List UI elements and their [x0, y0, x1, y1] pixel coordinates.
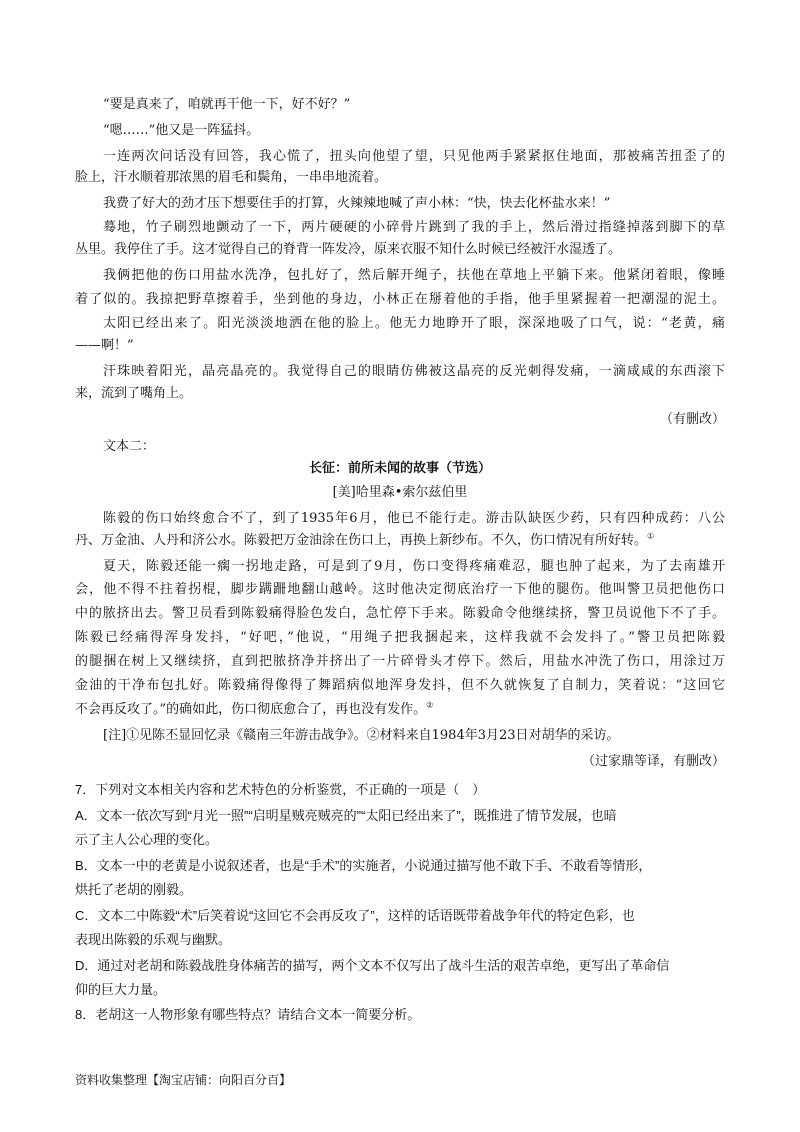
text2-sentence: 丹、万金油、人丹和济公水。陈毅把万金油涂在伤口上，再换上新纱布。不久，伤口情况有所好转。 [75, 533, 648, 548]
text1-paragraph-cont: 来，流到了嘴角上。 [75, 386, 193, 401]
text1-revision-note: （有删改） [659, 412, 725, 427]
text2-paragraph-cont [75, 700, 725, 720]
text1-paragraph-cont: 丛里。我停住了手。这才觉得自己的脊背一阵发冷，原来衣服不知什么时候已经被汗水湿透了。 [75, 242, 622, 257]
text2-author: [美]哈里森•索尔兹伯里 [332, 485, 468, 500]
text2-paragraph-cont: 金油的干净布包扎好。陈毅痛得像得了舞蹈病似地浑身发抖，但不久就恢复了自制力，笑着说：“这回它 [75, 678, 725, 693]
text2-sentence: 不会再反攻了。”的确如此，伤口彻底愈合了，再也没有发作。 [75, 702, 427, 717]
text1-paragraph-cont: 着了似的。我掠把野草擦着手，坐到他的身边，小林正在掰着他的手指，他手里紧握着一把潮湿的泥土。 [75, 292, 725, 307]
text1-paragraph: 我俩把他的伤口用盐水洗净，包扎好了，然后解开绳子，扶他在草地上平躺下来。他紧闭着眼，像睡 [103, 268, 725, 283]
text2-paragraph-cont [75, 531, 725, 551]
text1-paragraph-cont: 脸上，汗水顺着那浓黑的眉毛和鬓角，一串串地流着。 [75, 170, 388, 185]
text2-notes: [注]①见陈丕显回忆录《赣南三年游击战争》。②材料来自1984年3月23日对胡华的采访。 [103, 728, 620, 743]
text2-label: 文本二： [103, 439, 156, 454]
text1-paragraph: 一连两次问话没有回答，我心慌了，扭头向他望了望，只见他两手紧紧抠住地面，那被痛苦扭歪了的 [103, 149, 725, 164]
text2-paragraph: 陈毅的伤口始终愈合不了，到了1935年6月，他已不能行走。游击队缺医少药，只有四种成药：八公 [103, 511, 725, 526]
option-c: C．文本二中陈毅“术”后笑着说“这回它不会再反攻了”，这样的话语既带着战争年代的特定色彩，也 [75, 908, 635, 923]
footnote-ref: ② [426, 700, 434, 710]
text1-paragraph-cont: ——啊！” [75, 338, 134, 353]
text2-paragraph-cont: 陈毅已经痛得浑身发抖，“好吧，”他说，“用绳子把我捆起来，这样我就不会发抖了。”警卫员把陈毅 [75, 630, 725, 645]
text2-paragraph-cont: 会，他不得不拄着拐棍，脚步蹒跚地翻山越岭。这时他决定彻底治疗一下他的腿伤。他叫警卫员把他伤口 [75, 582, 725, 597]
text2-paragraph: 夏天，陈毅还能一瘸一拐地走路，可是到了9月，伤口变得疼痛难忍，腿也肿了起来，为了去南雄开 [103, 559, 725, 574]
text2-paragraph-cont: 的腿捆在树上又继续挤，直到把脓挤净并挤出了一片碎骨头才停下。然后，用盐水冲洗了伤口，用涂过万 [75, 654, 725, 669]
text1-paragraph: 蓦地，竹子刷烈地颤动了一下，两片硬硬的小碎骨片跳到了我的手上，然后滑过指缝掉落到脚下的草 [103, 220, 725, 235]
text1-paragraph: 汗珠映着阳光，晶亮晶亮的。我觉得自己的眼睛仿佛被这晶亮的反光刺得发痛，一滴咸咸的东西滚下 [103, 364, 725, 379]
question-8: 8．老胡这一人物形象有哪些特点？请结合文本一简要分析。 [75, 1007, 421, 1022]
text1-paragraph: 太阳已经出来了。阳光淡淡地洒在他的脸上。他无力地睁开了眼，深深地吸了口气，说：“老黄，痛 [103, 316, 725, 331]
option-b: B．文本一中的老黄是小说叙述者，也是“手术”的实施者，小说通过描写他不敢下手、不敢看等情形， [75, 858, 652, 873]
page-footer: 资料收集整理【淘宝店铺：向阳百分百】 [75, 1073, 292, 1087]
text2-title: 长征：前所未闻的故事（节选） [308, 461, 491, 476]
text1-paragraph: “嗯……”他又是一阵猛抖。 [103, 123, 260, 138]
option-c-cont: 表现出陈毅的乐观与幽默。 [75, 932, 232, 947]
footnote-ref: ① [647, 531, 655, 541]
option-a-cont: 示了主人公心理的变化。 [75, 832, 219, 847]
text1-paragraph: “要是真来了，咱就再干他一下，好不好？” [103, 97, 351, 112]
question-7: 7．下列对文本相关内容和艺术特色的分析鉴赏，不正确的一项是（ ） [75, 782, 486, 797]
option-d: D．通过对老胡和陈毅战胜身体痛苦的描写，两个文本不仅写出了战斗生活的艰苦卓绝，更写出了革命信 [75, 958, 670, 973]
option-a: A．文本一依次写到“月光一照”“启明星贼亮贼亮的”“太阳已经出来了”，既推进了情节发展，也暗 [75, 808, 617, 823]
text2-paragraph-cont: 中的脓挤出去。警卫员看到陈毅痛得脸色发白，急忙停下手来。陈毅命令他继续挤，警卫员说他下不了手。 [75, 606, 725, 621]
text2-credit: （过家鼎等译，有删改） [581, 754, 725, 769]
text1-paragraph: 我费了好大的劲才压下想要住手的打算，火辣辣地喊了声小林：“快，快去化杯盐水来！” [103, 196, 611, 211]
option-d-cont: 仰的巨大力量。 [75, 982, 167, 997]
option-b-cont: 烘托了老胡的刚毅。 [75, 882, 193, 897]
